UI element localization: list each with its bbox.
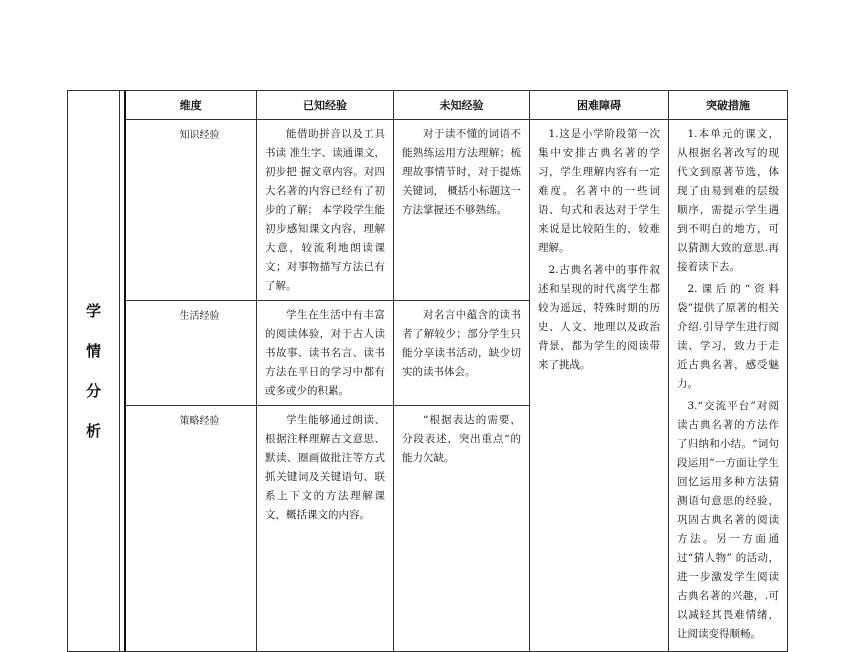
- difficulty-cell: [530, 120, 669, 652]
- unknown-life-text: 对名言中蕴含的读书者了解较少；部分学生只能分享读书活动，缺少切实的读书体会。: [402, 309, 521, 378]
- measure-item: 3.“交流平台”对阅读古典名著的方法作了归纳和小结。“词句段运用”一方面让学生回忆运用多种方法猜测语句意思的经验，巩固古典名著的阅读方法。另一方面通过“猜人物” 的活动，进一步激发学生阅读古典名著的兴趣，.可以减轻其畏难情绪， 让阅读变得顺畅。: [677, 400, 779, 640]
- section-label-cell: [68, 91, 120, 652]
- section-label-char: 学: [85, 302, 101, 320]
- unknown-knowledge: [394, 120, 530, 301]
- known-knowledge-text: 能借助拼音以及工具书读 准生字、读通课文，初步把 握文章内容。对四大名著的内容已经有了初步的了解； 本学段学生能初步感知课文内容，理解大意，较流利地朗读课文；对事物描写方法已有了解。: [265, 128, 385, 292]
- known-strategy-text: 学生能够通过朗读、根据注释理解古文意思、默读、圈画做批注等方式抓关键词及关键语句、联系上下文的方法理解课文，概括课文的内容。: [265, 414, 385, 521]
- header-difficulty: 困难障碍: [530, 91, 669, 120]
- difficulty-item: 1.这是小学阶段第一次集中安排古典名著的学习，学生理解内容有一定难度。名著中的一些词语、句式和表达对于学生来说是比较陌生的，较难理解。: [538, 128, 660, 254]
- known-life: [257, 301, 394, 406]
- known-life-text: 学生在生活中有丰富的阅读体验，对于古人读书故事、读书名言、读书方法在平日的学习中都有或多或少的积累。: [265, 309, 385, 397]
- measure-item: 1.本单元的课文，从根据名著改写的现代文到原著节选，体现了由易到难的层级顺序，需提示学生遇到不明白的地方，可以猜测大致的意思.再接着读下去。: [677, 128, 779, 273]
- header-measures: 突破措施: [669, 91, 788, 120]
- unknown-life: [394, 301, 530, 406]
- measures-cell: [669, 120, 788, 652]
- known-strategy: [257, 406, 394, 652]
- difficulty-item: 2.古典名著中的事件叙述和呈现的时代离学生都较为遥远，特殊时期的历史、人文、地理以及政治背景，都为学生的阅读带来了挑战。: [538, 264, 660, 371]
- dimension-life: 生活经验: [125, 301, 257, 406]
- section-label: [86, 291, 102, 451]
- header-known: 已知经验: [257, 91, 394, 120]
- section-label-char: 情: [85, 342, 101, 360]
- section-label-char: 分: [85, 382, 101, 400]
- dimension-knowledge: 知识经验: [125, 120, 257, 301]
- unknown-strategy: [394, 406, 530, 652]
- known-knowledge: [257, 120, 394, 301]
- unknown-strategy-text: “根据表达的需要，分段表述，突出重点“的能力欠缺。: [402, 414, 521, 464]
- unknown-knowledge-text: 对于读不懂的词语不能熟练运用方法理解；梳理故事情节时，对于提炼关键词， 概括小标题这一方法掌握还不够熟练。: [402, 128, 521, 216]
- measure-item: 2.课后的“资料袋”提供了原著的相关介绍.引导学生进行阅读、学习，致力于走近古典名著，感受魅力。: [677, 283, 779, 390]
- dimension-strategy: 策略经验: [125, 406, 257, 652]
- header-dimension: 维度: [125, 91, 257, 120]
- section-label-char: 析: [85, 422, 101, 440]
- learning-analysis-table: [67, 90, 788, 652]
- header-unknown: 未知经验: [394, 91, 530, 120]
